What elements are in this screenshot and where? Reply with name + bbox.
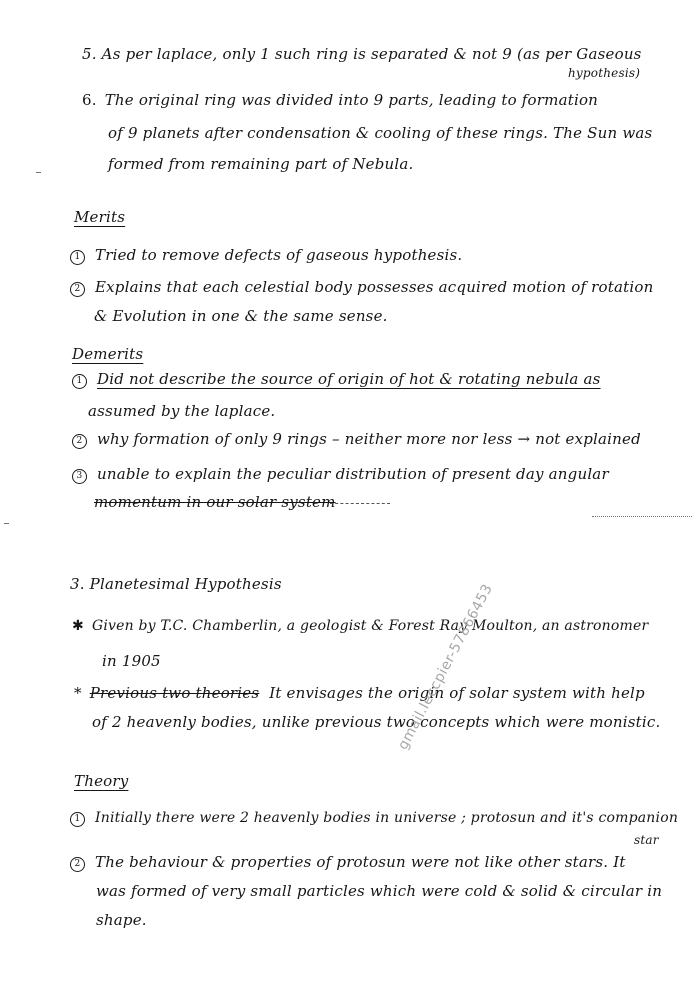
theory-item-1 (70, 810, 678, 827)
demerit-item-3 (72, 465, 609, 484)
planetesimal-heading: 3. Planetesimal Hypothesis (70, 575, 282, 593)
demerit-item-3-text: unable to explain the peculiar distribution of present day angular (97, 465, 609, 483)
theory-item-2-line-2: was formed of very small particles which were cold & solid & circular in (96, 882, 663, 900)
theory-item-1-text: Initially there were 2 heavenly bodies in universe ; protosun and it's companion (95, 810, 679, 826)
circled-number-2: 2 (70, 282, 85, 297)
point-6-line-3: formed from remaining part of Nebula. (108, 155, 414, 173)
theory-item-2 (70, 853, 626, 872)
theory-item-2-line-3: shape. (96, 911, 147, 929)
point-6-line-2: of 9 planets after condensation & cooling of these rings. The Sun was (108, 124, 653, 142)
theory-item-1-continuation: star (634, 833, 659, 847)
margin-mark (4, 523, 9, 524)
merit-item-2-line-2: & Evolution in one & the same sense. (94, 307, 388, 325)
margin-mark (36, 172, 41, 173)
circled-number-1: 1 (72, 374, 87, 389)
demerit-item-1-text: Did not describe the source of origin of hot & rotating nebula as (97, 370, 601, 388)
star-bullet-icon: ✱ (72, 618, 84, 634)
point-5: 5. As per laplace, only 1 such ring is separated & not 9 (as per Gaseous (82, 45, 642, 63)
theory-heading: Theory (74, 772, 129, 790)
circled-number-2: 2 (70, 857, 85, 872)
dotted-line (592, 516, 692, 517)
demerit-item-1-line-2: assumed by the laplace. (88, 402, 276, 420)
point-5-continuation: hypothesis) (568, 66, 641, 80)
merits-heading: Merits (74, 208, 126, 226)
demerit-item-1 (72, 370, 601, 389)
theory-item-2-text: The behaviour & properties of protosun were not like other stars. It (95, 853, 626, 871)
planetesimal-point-2-text: It envisages the origin of solar system with help (269, 684, 645, 702)
demerits-heading: Demerits (72, 345, 144, 363)
asterisk-bullet-icon: * (74, 684, 82, 702)
dashed-line (330, 503, 390, 504)
merit-item-1 (70, 246, 462, 265)
merit-item-2-text: Explains that each celestial body possesses acquired motion of rotation (95, 278, 654, 296)
demerit-item-2-text: why formation of only 9 rings – neither more nor less → not explained (97, 430, 641, 448)
circled-number-1: 1 (70, 812, 85, 827)
planetesimal-point-2-line-2: of 2 heavenly bodies, unlike previous two concepts which were monistic. (92, 713, 661, 731)
point-6 (82, 91, 598, 109)
circled-number-1: 1 (70, 250, 85, 265)
demerit-item-2 (72, 430, 641, 449)
planetesimal-point-1-line-2: in 1905 (102, 652, 161, 670)
merit-item-2 (70, 278, 653, 297)
point-6-text: The original ring was divided into 9 parts, leading to formation (104, 91, 599, 109)
merit-item-1-text: Tried to remove defects of gaseous hypothesis. (95, 246, 463, 264)
planetesimal-point-1 (72, 618, 648, 634)
point-6-number: 6. (82, 91, 97, 109)
circled-number-3: 3 (72, 469, 87, 484)
demerit-item-3-line-2: momentum in our solar system (94, 493, 336, 511)
planetesimal-point-1-text: Given by T.C. Chamberlin, a geologist & Forest Ray Moulton, an astronomer (91, 618, 649, 634)
planetesimal-point-2-struck: Previous two theories (89, 684, 260, 702)
email-watermark: gmail.leccpier-57866453 (395, 581, 497, 753)
planetesimal-point-2 (74, 684, 645, 702)
circled-number-2: 2 (72, 434, 87, 449)
